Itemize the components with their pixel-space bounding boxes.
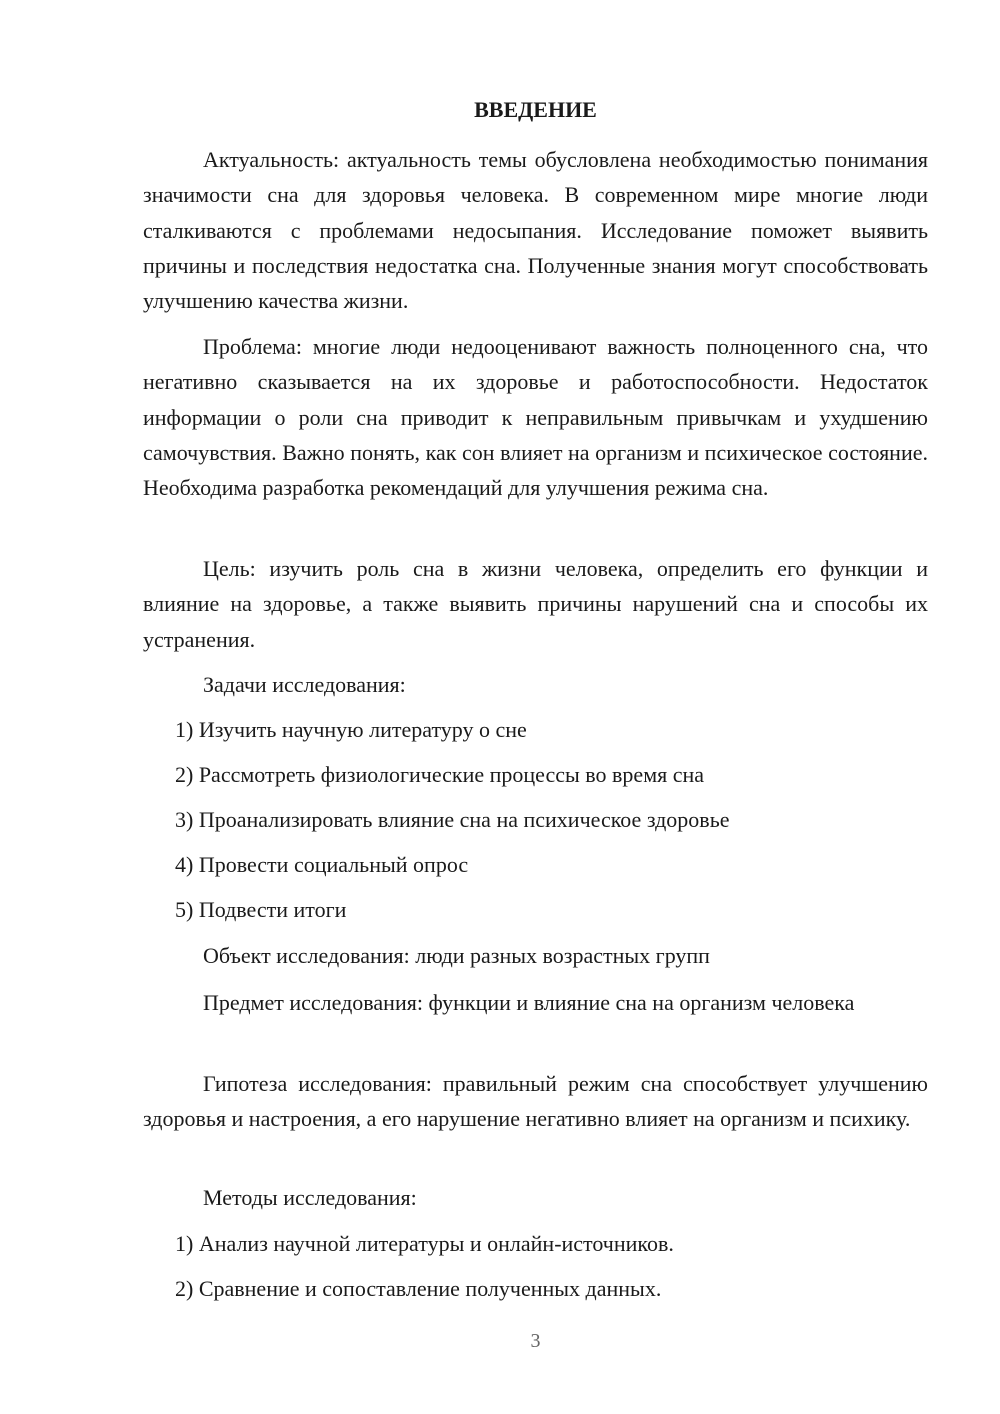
object-line: Объект исследования: люди разных возрастных групп xyxy=(203,943,710,968)
list-item: 1) Изучить научную литературу о сне xyxy=(175,717,527,742)
list-item: 1) Анализ научной литературы и онлайн-источников. xyxy=(175,1231,674,1256)
subject-paragraph: Предмет исследования: функции и влияние сна на организм человека xyxy=(203,990,855,1015)
problem-paragraph: Проблема: многие люди недооценивают важность полноценного сна, что негативно сказывается на их здоровье и работоспособности. Недостаток информации о роли сна приводит к неправильным привычкам и ухудшению самочувствия. Важно понять, как сон влияет на организм и психическое состояние. Необходима разработка рекомендаций для улучшения режима сна. xyxy=(143,334,928,501)
relevance-paragraph: Актуальность: актуальность темы обусловлена необходимостью понимания значимости сна для здоровья человека. В современном мире многие люди сталкиваются с проблемами недосыпания. Исследование поможет выявить причины и последствия недостатка сна. Полученные знания могут способствовать улучшению качества жизни. xyxy=(143,147,928,314)
list-item: 3) Проанализировать влияние сна на психическое здоровье xyxy=(175,807,730,832)
page-number: 3 xyxy=(530,1330,541,1352)
list-item: 5) Подвести итоги xyxy=(175,897,347,922)
tasks-heading: Задачи исследования: xyxy=(203,672,406,697)
methods-heading: Методы исследования: xyxy=(203,1185,417,1210)
list-item: 2) Сравнение и сопоставление полученных данных. xyxy=(175,1276,662,1301)
page-title: ВВЕДЕНИЕ xyxy=(474,97,597,122)
goal-paragraph: Цель: изучить роль сна в жизни человека, определить его функции и влияние на здоровье, а также выявить причины нарушений сна и способы их устранения. xyxy=(143,556,928,652)
list-item: 4) Провести социальный опрос xyxy=(175,852,469,877)
hypothesis-paragraph: Гипотеза исследования: правильный режим сна способствует улучшению здоровья и настроения, а его нарушение негативно влияет на организм и психику. xyxy=(143,1071,928,1132)
list-item: 2) Рассмотреть физиологические процессы во время сна xyxy=(175,762,705,787)
